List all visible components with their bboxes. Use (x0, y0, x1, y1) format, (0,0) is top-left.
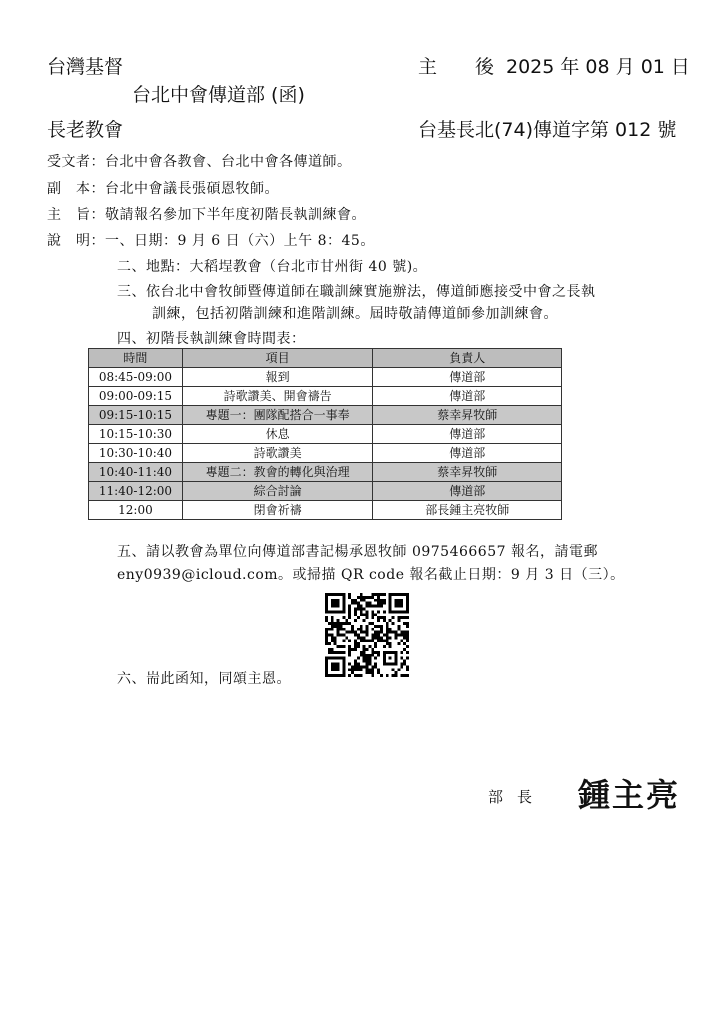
cc-value: 台北中會議長張碩恩牧師。 (105, 181, 279, 197)
table-row (89, 368, 562, 387)
table-row (89, 406, 562, 425)
table-row (89, 463, 562, 482)
table-row (89, 482, 562, 501)
org-name-line2: 長老教會 (47, 119, 124, 141)
cell-time: 10:30-10:40 (89, 444, 183, 463)
cell-time: 11:40-12:00 (89, 482, 183, 501)
cell-time: 09:15-10:15 (89, 406, 183, 425)
header-time: 時間 (89, 349, 183, 368)
cell-owner: 蔡幸昇牧師 (373, 406, 562, 425)
cell-time: 10:15-10:30 (89, 425, 183, 444)
cell-owner: 傳道部 (373, 425, 562, 444)
cell-owner: 傳道部 (373, 368, 562, 387)
department-title: 台北中會傳道部 (函) (132, 84, 305, 106)
subject-label: 主 旨： (47, 207, 105, 223)
cell-item: 專題二：教會的轉化與治理 (182, 463, 373, 482)
cc-label: 副 本： (47, 181, 105, 197)
header-item: 項目 (182, 349, 373, 368)
cell-time: 09:00-09:15 (89, 387, 183, 406)
table-row (89, 425, 562, 444)
qr-code-image[interactable] (325, 593, 409, 677)
cell-owner: 蔡幸昇牧師 (373, 463, 562, 482)
cell-time: 12:00 (89, 501, 183, 520)
description-line (47, 230, 375, 250)
cell-owner: 部長鍾主亮牧師 (373, 501, 562, 520)
document-date: 2025 年 08 月 01 日 (506, 56, 690, 78)
org-name-line1: 台灣基督 (47, 56, 124, 78)
cell-item: 綜合討論 (182, 482, 373, 501)
cell-item: 休息 (182, 425, 373, 444)
signature-title: 部長 (488, 788, 547, 806)
cell-item: 報到 (182, 368, 373, 387)
schedule-table (88, 348, 562, 520)
cell-item: 詩歌讚美 (182, 444, 373, 463)
cell-time: 08:45-09:00 (89, 368, 183, 387)
description-item-1: 一、日期：9 月 6 日（六）上午 8：45。 (105, 233, 375, 249)
description-item-2: 二、地點：大稻埕教會（台北市甘州街 40 號)。 (117, 259, 428, 275)
date-label: 主 後 (418, 56, 495, 78)
table-row (89, 387, 562, 406)
description-item-3-line1: 三、依台北中會牧師暨傳道師在職訓練實施辦法，傳道師應接受中會之長執 (117, 284, 596, 300)
reference-number: 台基長北(74)傳道字第 012 號 (418, 119, 677, 141)
description-label: 說 明： (47, 233, 105, 249)
schedule-header-row (89, 349, 562, 368)
table-row (89, 444, 562, 463)
description-item-6: 六、耑此函知，同頌主恩。 (117, 671, 291, 687)
description-item-4: 四、初階長執訓練會時間表： (117, 331, 306, 347)
cell-item: 專題一：團隊配搭合一事奉 (182, 406, 373, 425)
cc-line (47, 178, 279, 198)
recipient-value: 台北中會各教會、台北中會各傳道師。 (105, 154, 352, 170)
cell-owner: 傳道部 (373, 387, 562, 406)
cell-owner: 傳道部 (373, 482, 562, 501)
description-item-3-line2: 訓練，包括初階訓練和進階訓練。屆時敬請傳道師參加訓練會。 (152, 306, 558, 322)
cell-time: 10:40-11:40 (89, 463, 183, 482)
recipient-label: 受文者： (47, 154, 105, 170)
cell-owner: 傳道部 (373, 444, 562, 463)
signature-name: 鍾主亮 (578, 776, 681, 814)
description-item-5-line1: 五、請以教會為單位向傳道部書記楊承恩牧師 0975466657 報名，請電郵 (117, 544, 598, 560)
subject-value: 敬請報名參加下半年度初階長執訓練會。 (105, 207, 366, 223)
subject-line (47, 204, 366, 224)
recipient-line (47, 151, 352, 171)
description-item-5-line2[interactable]: eny0939@icloud.com。或掃描 QR code 報名截止日期：9 月 3 日（三）。 (117, 567, 625, 583)
cell-item: 詩歌讚美、開會禱告 (182, 387, 373, 406)
header-owner: 負責人 (373, 349, 562, 368)
table-row (89, 501, 562, 520)
cell-item: 閉會祈禱 (182, 501, 373, 520)
